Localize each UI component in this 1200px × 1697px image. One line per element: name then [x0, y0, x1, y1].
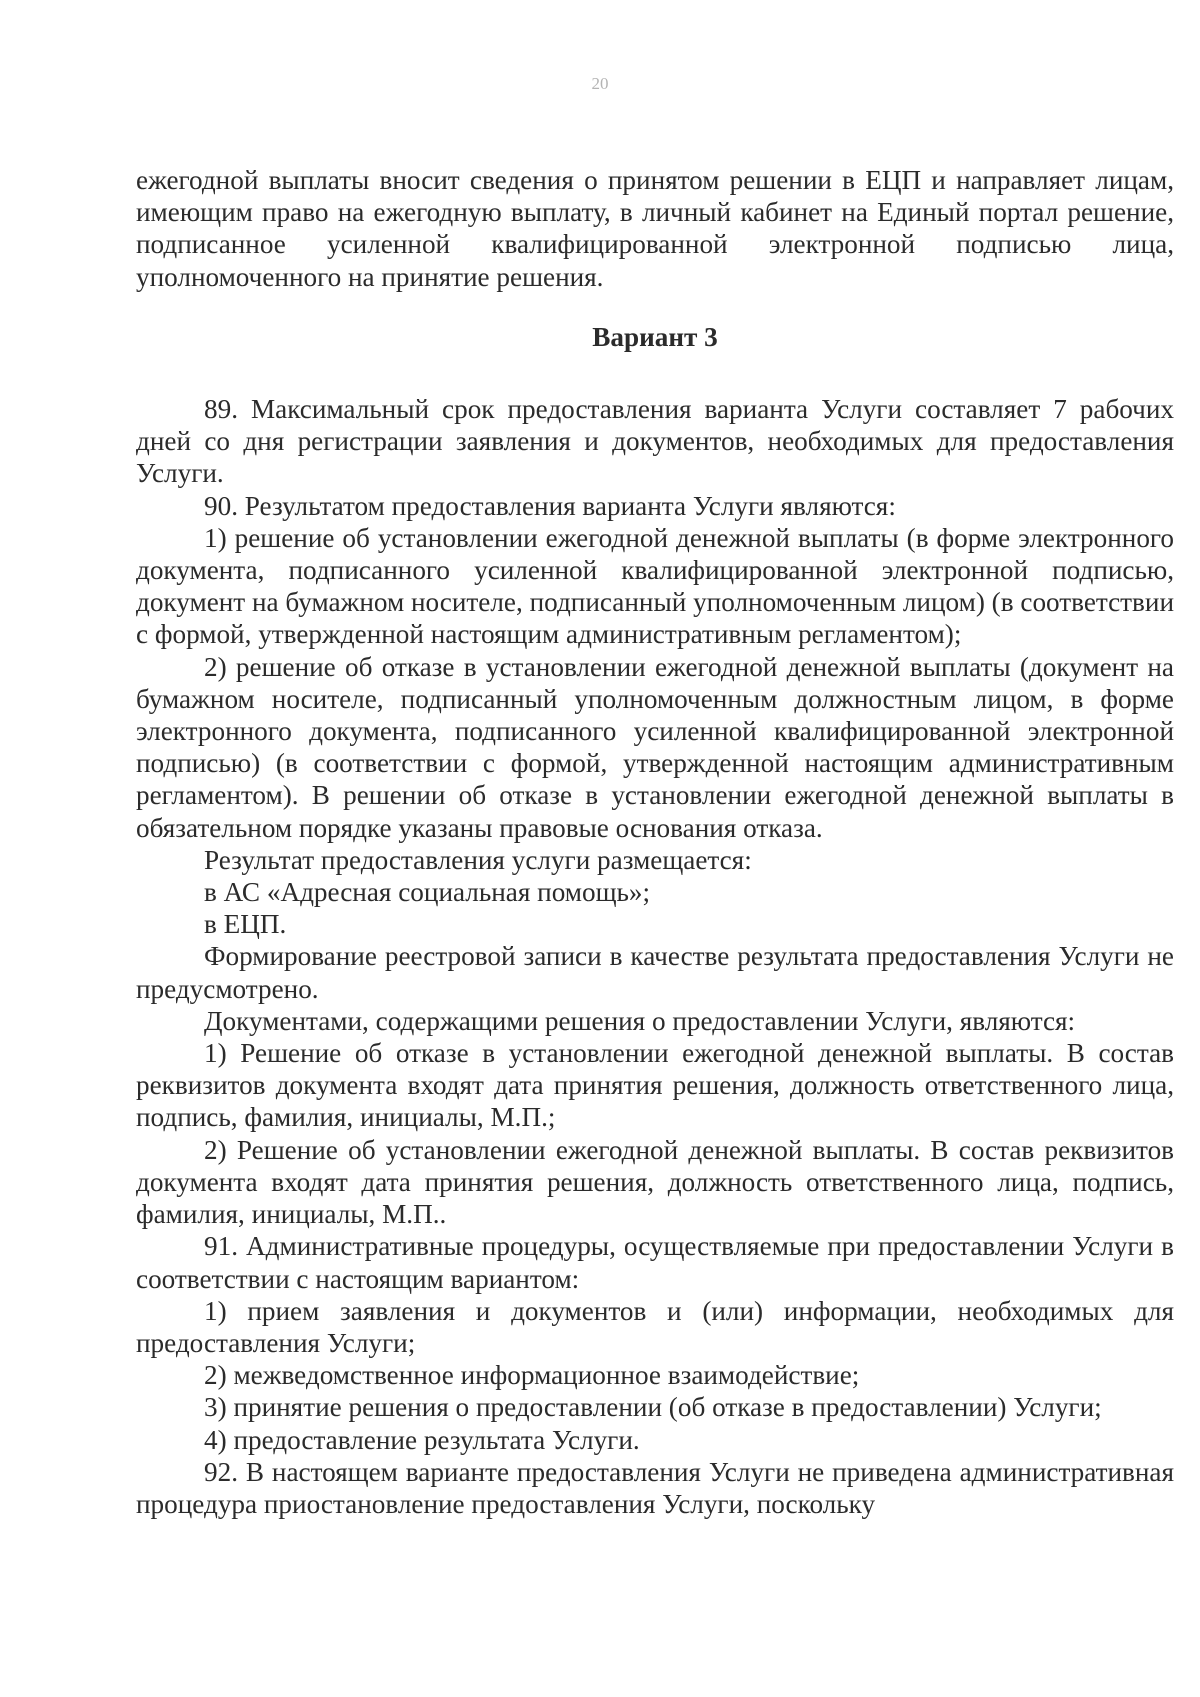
- intro-paragraph: ежегодной выплаты вносит сведения о принятом решении в ЕЦП и направляет лицам, имеющим право на ежегодную выплату, в личный кабинет на Единый портал решение, подписанное усиленной квалифицированной электронной подписью лица, уполномоченного на принятие решения.: [136, 165, 1174, 292]
- result-placement-item-2: в ЕЦП.: [204, 909, 287, 940]
- result-placement-item-1: в АС «Адресная социальная помощь»;: [204, 877, 651, 908]
- paragraph-91-item-2: 2) межведомственное информационное взаимодействие;: [204, 1360, 860, 1391]
- registry-record-paragraph: Формирование реестровой записи в качестве результата предоставления Услуги не предусмотрено.: [136, 941, 1174, 1004]
- paragraph-90: 90. Результатом предоставления варианта Услуги являются:: [204, 490, 896, 521]
- paragraph-91: 91. Административные процедуры, осуществляемые при предоставлении Услуги в соответствии с настоящим вариантом:: [136, 1231, 1174, 1294]
- document-body: [136, 164, 1174, 1520]
- page-number: 20: [591, 74, 609, 93]
- paragraph-91-item-3: 3) принятие решения о предоставлении (об отказе в предоставлении) Услуги;: [204, 1392, 1102, 1423]
- decision-document-item-1: 1) Решение об отказе в установлении ежегодной денежной выплаты. В состав реквизитов документа входят дата принятия решения, должность ответственного лица, подпись, фамилия, инициалы, М.П.;: [136, 1038, 1174, 1133]
- paragraph-90-item-2: 2) решение об отказе в установлении ежегодной денежной выплаты (документ на бумажном носителе, подписанный уполномоченным должностным лицом, в форме электронного документа, подписанного усиленной квалифицированной электронной подписью) (в соответствии с формой, утвержденной настоящим административным регламентом). В решении об отказе в установлении ежегодной денежной выплаты в обязательном порядке указаны правовые основания отказа.: [136, 651, 1174, 843]
- decision-documents-intro: Документами, содержащими решения о предоставлении Услуги, являются:: [204, 1005, 1076, 1036]
- decision-document-item-2: 2) Решение об установлении ежегодной денежной выплаты. В состав реквизитов документа входят дата принятия решения, должность ответственного лица, подпись, фамилия, инициалы, М.П..: [136, 1134, 1174, 1230]
- paragraph-91-item-1: 1) прием заявления и документов и (или) информации, необходимых для предоставления Услуги;: [136, 1295, 1174, 1358]
- paragraph-89: 89. Максимальный срок предоставления варианта Услуги составляет 7 рабочих дней со дня регистрации заявления и документов, необходимых для предоставления Услуги.: [136, 394, 1174, 489]
- paragraph-91-item-4: 4) предоставление результата Услуги.: [204, 1424, 640, 1455]
- paragraph-90-item-1: 1) решение об установлении ежегодной денежной выплаты (в форме электронного документа, подписанного усиленной квалифицированной электронной подписью, документ на бумажном носителе, подписанный уполномоченным лицом) (в соответствии с формой, утвержденной настоящим административным регламентом);: [136, 522, 1174, 650]
- section-heading: Вариант 3: [592, 321, 718, 352]
- paragraph-92: 92. В настоящем варианте предоставления Услуги не приведена административная процедура приостановление предоставления Услуги, поскольку: [136, 1456, 1174, 1519]
- result-placement-intro: Результат предоставления услуги размещается:: [204, 844, 752, 875]
